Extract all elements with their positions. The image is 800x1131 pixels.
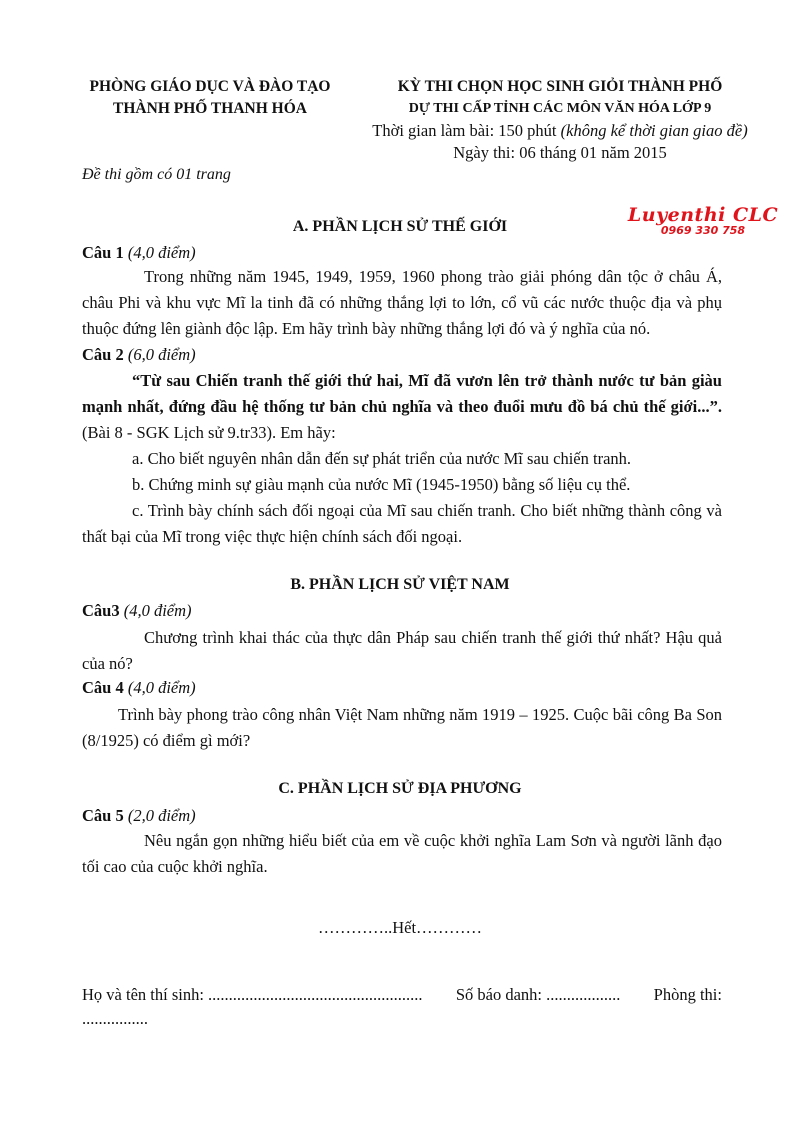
question-4-heading — [82, 678, 196, 698]
exam-date: Ngày thi: 06 tháng 01 năm 2015 — [453, 143, 667, 162]
question-label: Câu 5 — [82, 806, 124, 825]
city-name: THÀNH PHỐ THANH HÓA — [113, 100, 307, 117]
question-1-text: Trong những năm 1945, 1949, 1959, 1960 phong trào giải phóng dân tộc ở châu Á, châu Phi và khu vực Mĩ la tinh đã có những thắng lợi to lớn, cổ vũ các nước thuộc địa và phụ thuộc đứng lên giành độc lập. Em hãy trình bày những thắng lợi đó và ý nghĩa của nó. — [82, 267, 722, 338]
question-3-text: Chương trình khai thác của thực dân Pháp sau chiến tranh thế giới thứ nhất? Hậu quả của nó? — [82, 628, 722, 673]
section-c-title: C. PHẦN LỊCH SỬ ĐỊA PHƯƠNG — [278, 780, 522, 797]
logo-phone: 0969 330 758 — [660, 224, 746, 237]
department-name: PHÒNG GIÁO DỤC VÀ ĐÀO TẠO — [89, 78, 331, 95]
question-points: (2,0 điểm) — [127, 806, 196, 825]
question-1-heading — [82, 243, 196, 263]
exam-room-field: Phòng thi: — [653, 985, 722, 1004]
duration-label: Thời gian làm bài: 150 phút — [372, 121, 557, 140]
exam-duration — [340, 120, 780, 142]
exam-subtitle: DỰ THI CẤP TỈNH CÁC MÔN VĂN HÓA LỚP 9 — [408, 101, 712, 116]
logo-name: Luyenthi CLC — [627, 204, 779, 226]
question-2-part-c: c. Trình bày chính sách đối ngoại của Mĩ sau chiến tranh. Cho biết những thành công và thất bại của Mĩ trong việc thực hiện chính sách đối ngoại. — [82, 501, 722, 546]
question-points: (4,0 điểm) — [127, 678, 196, 697]
question-label: Câu 2 — [82, 345, 124, 364]
question-label: Câu 4 — [82, 678, 124, 697]
candidate-info — [82, 983, 722, 1031]
question-4-text: Trình bày phong trào công nhân Việt Nam những năm 1919 – 1925. Cuộc bãi công Ba Son (8/1925) có điểm gì mới? — [82, 705, 722, 750]
question-label: Câu 1 — [82, 243, 124, 262]
quote-source: (Bài 8 - SGK Lịch sử 9.tr33). Em hãy: — [82, 423, 336, 442]
question-2-part-b: b. Chứng minh sự giàu mạnh của nước Mĩ (1945-1950) bằng số liệu cụ thể. — [132, 475, 631, 494]
candidate-number-field: Số báo danh: .................. — [455, 985, 621, 1004]
duration-note: (không kể thời gian giao đề) — [560, 121, 748, 140]
question-points: (4,0 điểm) — [123, 601, 192, 620]
candidate-info-row — [82, 983, 722, 1007]
section-b-title: B. PHẦN LỊCH SỬ VIỆT NAM — [290, 576, 510, 593]
exam-title: KỲ THI CHỌN HỌC SINH GIỎI THÀNH PHỐ — [397, 78, 723, 95]
question-5-text: Nêu ngắn gọn những hiểu biết của em về cuộc khởi nghĩa Lam Sơn và người lãnh đạo tối cao của cuộc khởi nghĩa. — [82, 831, 722, 876]
department-header — [60, 76, 360, 120]
question-5-heading — [82, 806, 196, 826]
question-2-part-a: a. Cho biết nguyên nhân dẫn đến sự phát triển của nước Mĩ sau chiến tranh. — [132, 449, 632, 468]
quote-text: “Từ sau Chiến tranh thế giới thứ hai, Mĩ đã vươn lên trở thành nước tư bản giàu mạnh nhất, đứng đầu hệ thống tư bản chủ nghĩa và theo đuổi mưu đồ bá chủ thế giới...”. — [82, 371, 722, 416]
question-points: (6,0 điểm) — [127, 345, 196, 364]
question-2-quote — [82, 368, 722, 446]
question-points: (4,0 điểm) — [127, 243, 196, 262]
section-a-title: A. PHẦN LỊCH SỬ THẾ GIỚI — [292, 218, 508, 235]
question-2-heading — [82, 345, 196, 365]
question-label: Câu3 — [82, 601, 120, 620]
page-count-note: Đề thi gồm có 01 trang — [82, 166, 231, 183]
end-marker: …………..Hết………… — [317, 918, 483, 937]
candidate-name-field: Họ và tên thí sinh: .................................................... — [82, 985, 423, 1004]
exam-header — [340, 76, 780, 164]
exam-room-dots: ................ — [82, 1009, 148, 1028]
question-3-heading — [82, 601, 192, 621]
